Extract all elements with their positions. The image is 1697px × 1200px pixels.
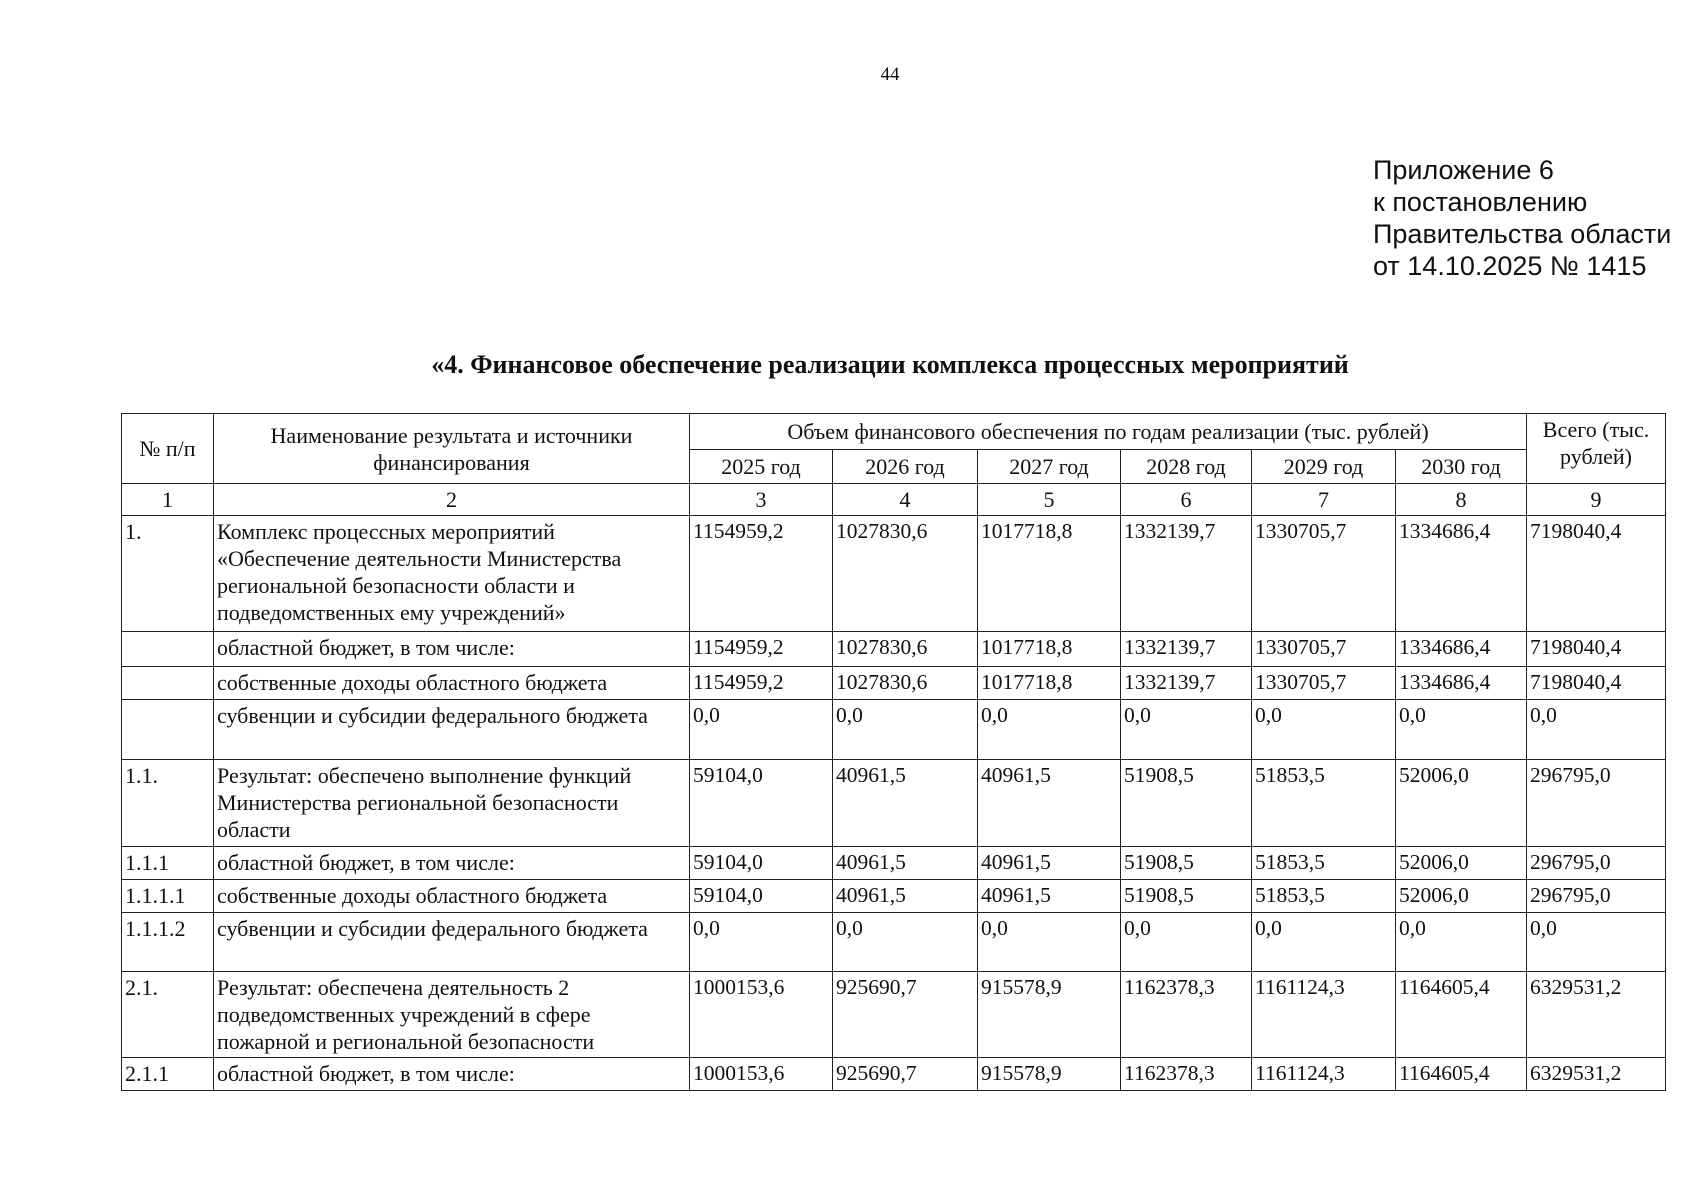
row-number: 2.1.1 — [122, 1058, 214, 1091]
document-title: «4. Финансовое обеспечение реализации комплекса процессных мероприятий — [431, 350, 1349, 379]
row-year-value: 0,0 — [1121, 913, 1252, 972]
row-number: 1.1.1.2 — [122, 913, 214, 972]
row-year-value: 1154959,2 — [690, 632, 833, 667]
header-volume: Объем финансового обеспечения по годам реализации (тыс. рублей) — [690, 414, 1527, 450]
row-number — [122, 667, 214, 700]
row-year-value: 51908,5 — [1121, 847, 1252, 880]
row-total-value: 296795,0 — [1527, 760, 1666, 847]
row-year-value: 1162378,3 — [1121, 1058, 1252, 1091]
row-name: областной бюджет, в том числе: — [214, 632, 690, 667]
row-year-value: 51853,5 — [1252, 847, 1396, 880]
row-year-value: 0,0 — [978, 700, 1121, 760]
row-year-value: 1164605,4 — [1396, 972, 1527, 1058]
row-total-value: 296795,0 — [1527, 880, 1666, 913]
row-name: областной бюджет, в том числе: — [214, 847, 690, 880]
header-year: 2027 год — [978, 450, 1121, 484]
table-row — [122, 913, 1666, 972]
table-row — [122, 972, 1666, 1058]
row-year-value: 1027830,6 — [833, 516, 978, 632]
row-year-value: 40961,5 — [978, 847, 1121, 880]
table-row — [122, 632, 1666, 667]
financing-table — [121, 413, 1666, 1091]
row-number — [122, 632, 214, 667]
row-year-value: 1330705,7 — [1252, 516, 1396, 632]
row-total-value: 0,0 — [1527, 700, 1666, 760]
column-number: 2 — [214, 484, 690, 516]
row-year-value: 40961,5 — [978, 880, 1121, 913]
row-year-value: 925690,7 — [833, 972, 978, 1058]
row-number: 2.1. — [122, 972, 214, 1058]
row-name: областной бюджет, в том числе: — [214, 1058, 690, 1091]
row-year-value: 1161124,3 — [1252, 1058, 1396, 1091]
row-year-value: 0,0 — [1252, 913, 1396, 972]
table-row — [122, 1058, 1666, 1091]
row-year-value: 59104,0 — [690, 880, 833, 913]
row-year-value: 0,0 — [690, 913, 833, 972]
appendix-line-3: Правительства области — [1373, 219, 1672, 249]
row-year-value: 51908,5 — [1121, 760, 1252, 847]
appendix-block — [1373, 154, 1671, 282]
row-year-value: 1332139,7 — [1121, 632, 1252, 667]
table-row — [122, 667, 1666, 700]
row-total-value: 6329531,2 — [1527, 972, 1666, 1058]
header-num: № п/п — [122, 414, 214, 484]
row-year-value: 1330705,7 — [1252, 667, 1396, 700]
row-year-value: 0,0 — [1121, 700, 1252, 760]
row-year-value: 1334686,4 — [1396, 632, 1527, 667]
row-year-value: 0,0 — [1396, 913, 1527, 972]
column-number: 7 — [1252, 484, 1396, 516]
row-name: Комплекс процессных мероприятий «Обеспечение деятельности Министерства региональной безопасности области и подведомственных ему учреждений» — [214, 516, 690, 632]
row-number: 1.1.1 — [122, 847, 214, 880]
row-year-value: 1334686,4 — [1396, 667, 1527, 700]
row-name: собственные доходы областного бюджета — [214, 667, 690, 700]
column-number: 9 — [1527, 484, 1666, 516]
header-total: Всего (тыс. рублей) — [1527, 414, 1666, 484]
row-number: 1.1. — [122, 760, 214, 847]
row-number — [122, 700, 214, 760]
row-year-value: 40961,5 — [833, 847, 978, 880]
row-year-value: 52006,0 — [1396, 847, 1527, 880]
header-year: 2030 год — [1396, 450, 1527, 484]
row-year-value: 0,0 — [690, 700, 833, 760]
table-row — [122, 700, 1666, 760]
row-year-value: 1000153,6 — [690, 972, 833, 1058]
row-year-value: 1332139,7 — [1121, 516, 1252, 632]
header-name: Наименование результата и источники финансирования — [214, 414, 690, 484]
row-year-value: 40961,5 — [833, 880, 978, 913]
table-row — [122, 516, 1666, 632]
row-year-value: 0,0 — [978, 913, 1121, 972]
row-year-value: 51908,5 — [1121, 880, 1252, 913]
row-year-value: 1154959,2 — [690, 516, 833, 632]
appendix-line-4: от 14.10.2025 № 1415 — [1373, 251, 1647, 281]
row-year-value: 1027830,6 — [833, 667, 978, 700]
row-year-value: 0,0 — [833, 913, 978, 972]
row-year-value: 1017718,8 — [978, 516, 1121, 632]
row-year-value: 40961,5 — [833, 760, 978, 847]
table-row — [122, 847, 1666, 880]
appendix-line-2: к постановлению — [1373, 187, 1588, 217]
table-row — [122, 880, 1666, 913]
row-year-value: 1017718,8 — [978, 667, 1121, 700]
row-year-value: 1000153,6 — [690, 1058, 833, 1091]
row-year-value: 0,0 — [1252, 700, 1396, 760]
row-year-value: 1330705,7 — [1252, 632, 1396, 667]
row-name: субвенции и субсидии федерального бюджета — [214, 700, 690, 760]
row-number: 1. — [122, 516, 214, 632]
row-year-value: 0,0 — [833, 700, 978, 760]
row-name: Результат: обеспечена деятельность 2 подведомственных учреждений в сфере пожарной и региональной безопасности — [214, 972, 690, 1058]
row-year-value: 1027830,6 — [833, 632, 978, 667]
header-year: 2026 год — [833, 450, 978, 484]
column-number: 8 — [1396, 484, 1527, 516]
column-number: 6 — [1121, 484, 1252, 516]
header-year: 2028 год — [1121, 450, 1252, 484]
row-year-value: 59104,0 — [690, 760, 833, 847]
row-year-value: 925690,7 — [833, 1058, 978, 1091]
page-number: 44 — [880, 64, 900, 85]
row-total-value: 7198040,4 — [1527, 667, 1666, 700]
row-year-value: 915578,9 — [978, 1058, 1121, 1091]
row-total-value: 6329531,2 — [1527, 1058, 1666, 1091]
header-year: 2025 год — [690, 450, 833, 484]
row-year-value: 51853,5 — [1252, 880, 1396, 913]
row-year-value: 915578,9 — [978, 972, 1121, 1058]
row-total-value: 296795,0 — [1527, 847, 1666, 880]
row-year-value: 1161124,3 — [1252, 972, 1396, 1058]
row-year-value: 40961,5 — [978, 760, 1121, 847]
row-year-value: 51853,5 — [1252, 760, 1396, 847]
row-year-value: 1164605,4 — [1396, 1058, 1527, 1091]
row-total-value: 7198040,4 — [1527, 632, 1666, 667]
row-year-value: 1162378,3 — [1121, 972, 1252, 1058]
row-name: Результат: обеспечено выполнение функций Министерства региональной безопасности области — [214, 760, 690, 847]
column-number: 3 — [690, 484, 833, 516]
row-total-value: 0,0 — [1527, 913, 1666, 972]
column-number: 1 — [122, 484, 214, 516]
row-year-value: 1332139,7 — [1121, 667, 1252, 700]
column-number: 4 — [833, 484, 978, 516]
row-number: 1.1.1.1 — [122, 880, 214, 913]
appendix-line-1: Приложение 6 — [1373, 155, 1554, 185]
table-row — [122, 760, 1666, 847]
row-name: собственные доходы областного бюджета — [214, 880, 690, 913]
row-year-value: 1154959,2 — [690, 667, 833, 700]
row-total-value: 7198040,4 — [1527, 516, 1666, 632]
column-number: 5 — [978, 484, 1121, 516]
row-year-value: 1017718,8 — [978, 632, 1121, 667]
column-number-row — [122, 484, 1666, 516]
row-year-value: 0,0 — [1396, 700, 1527, 760]
row-year-value: 59104,0 — [690, 847, 833, 880]
row-name: субвенции и субсидии федерального бюджета — [214, 913, 690, 972]
header-year: 2029 год — [1252, 450, 1396, 484]
row-year-value: 52006,0 — [1396, 760, 1527, 847]
row-year-value: 52006,0 — [1396, 880, 1527, 913]
row-year-value: 1334686,4 — [1396, 516, 1527, 632]
